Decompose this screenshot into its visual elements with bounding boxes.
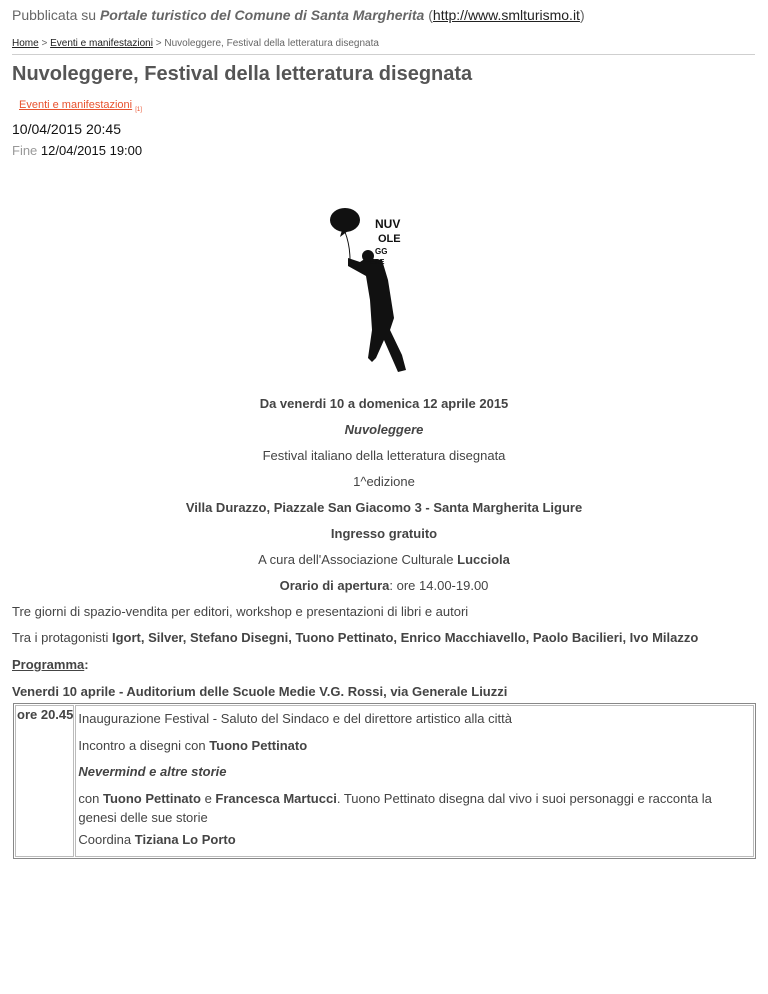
protagonists-list: Igort, Silver, Stefano Disegni, Tuono Pettinato, Enrico Macchiavello, Paolo Bacilieri, Ivo Milazzo <box>111 630 699 645</box>
curated-prefix: A cura dell'Associazione Culturale <box>258 552 454 567</box>
intro-subtitle: Festival italiano della letteratura disegnata <box>262 448 506 463</box>
curated-by: Lucciola <box>457 552 510 567</box>
logo-text-2: OLE <box>378 233 401 245</box>
paren-open: ( <box>428 7 433 23</box>
breadcrumb <box>12 38 379 49</box>
intro-hours <box>12 578 756 593</box>
end-date-row <box>12 143 142 158</box>
program-line-3: Nevermind e altre storie <box>78 764 227 779</box>
breadcrumb-section-link[interactable]: Eventi e manifestazioni <box>50 38 153 49</box>
hours-value: : ore 14.00-19.00 <box>389 578 489 593</box>
category-link[interactable]: Eventi e manifestazioni <box>19 99 133 111</box>
breadcrumb-separator: > <box>155 38 162 49</box>
intro-name: Nuvoleggere <box>344 422 424 437</box>
intro-entry: Ingresso gratuito <box>330 526 438 541</box>
program-time: ore 20.45 <box>15 705 74 857</box>
program-table <box>13 703 756 859</box>
logo-figure-svg <box>320 200 430 375</box>
program-heading <box>12 657 89 672</box>
published-on <box>12 7 585 23</box>
program-colon: : <box>84 657 89 672</box>
program-line-5: Coordina Tiziana Lo Porto <box>78 832 236 847</box>
breadcrumb-home-link[interactable]: Home <box>12 38 39 49</box>
category-ref: [1] <box>135 107 142 114</box>
logo-text-4: ERE <box>370 259 385 266</box>
site-name: Portale turistico del Comune di Santa Margherita <box>99 7 425 23</box>
logo-text-1: NUV <box>375 217 401 231</box>
published-prefix: Pubblicata su <box>12 7 97 23</box>
hours-label: Orario di apertura <box>279 578 390 593</box>
breadcrumb-separator: > <box>41 38 48 49</box>
protagonists-prefix: Tra i protagonisti <box>12 630 109 645</box>
day-heading: Venerdi 10 aprile - Auditorium delle Scuole Medie V.G. Rossi, via Generale Liuzzi <box>12 684 508 699</box>
description: Tre giorni di spazio-vendita per editori, workshop e presentazioni di libri e autori <box>12 604 469 619</box>
festival-logo-illustration <box>320 200 430 375</box>
intro-edition: 1^edizione <box>353 474 415 489</box>
logo-text-3: GG <box>375 247 388 256</box>
program-line-1: Inaugurazione Festival - Saluto del Sindaco e del direttore artistico alla città <box>78 711 512 726</box>
header-divider <box>12 54 755 55</box>
page-title: Nuvoleggere, Festival della letteratura disegnata <box>12 63 473 85</box>
category-tag <box>19 99 142 113</box>
end-date: 12/04/2015 19:00 <box>40 143 143 158</box>
breadcrumb-current: Nuvoleggere, Festival della letteratura disegnata <box>164 38 379 49</box>
intro-curated <box>12 552 756 567</box>
paren-close: ) <box>579 7 585 23</box>
protagonists <box>12 630 698 645</box>
site-url-link[interactable]: http://www.smlturismo.it <box>432 7 580 23</box>
start-date: 10/04/2015 20:45 <box>12 121 121 137</box>
program-label: Programma <box>12 657 85 672</box>
table-row <box>15 705 754 857</box>
end-label: Fine <box>12 143 38 158</box>
program-line-2: Incontro a disegni con Tuono Pettinato <box>78 738 308 753</box>
intro-dates: Da venerdi 10 a domenica 12 aprile 2015 <box>259 396 509 411</box>
intro-venue: Villa Durazzo, Piazzale San Giacomo 3 - Santa Margherita Ligure <box>185 500 583 515</box>
program-line-4: con Tuono Pettinato e Francesca Martucci. Tuono Pettinato disegna dal vivo i suoi personaggi e racconta la genesi delle sue storie <box>78 791 712 825</box>
program-description <box>75 705 754 857</box>
